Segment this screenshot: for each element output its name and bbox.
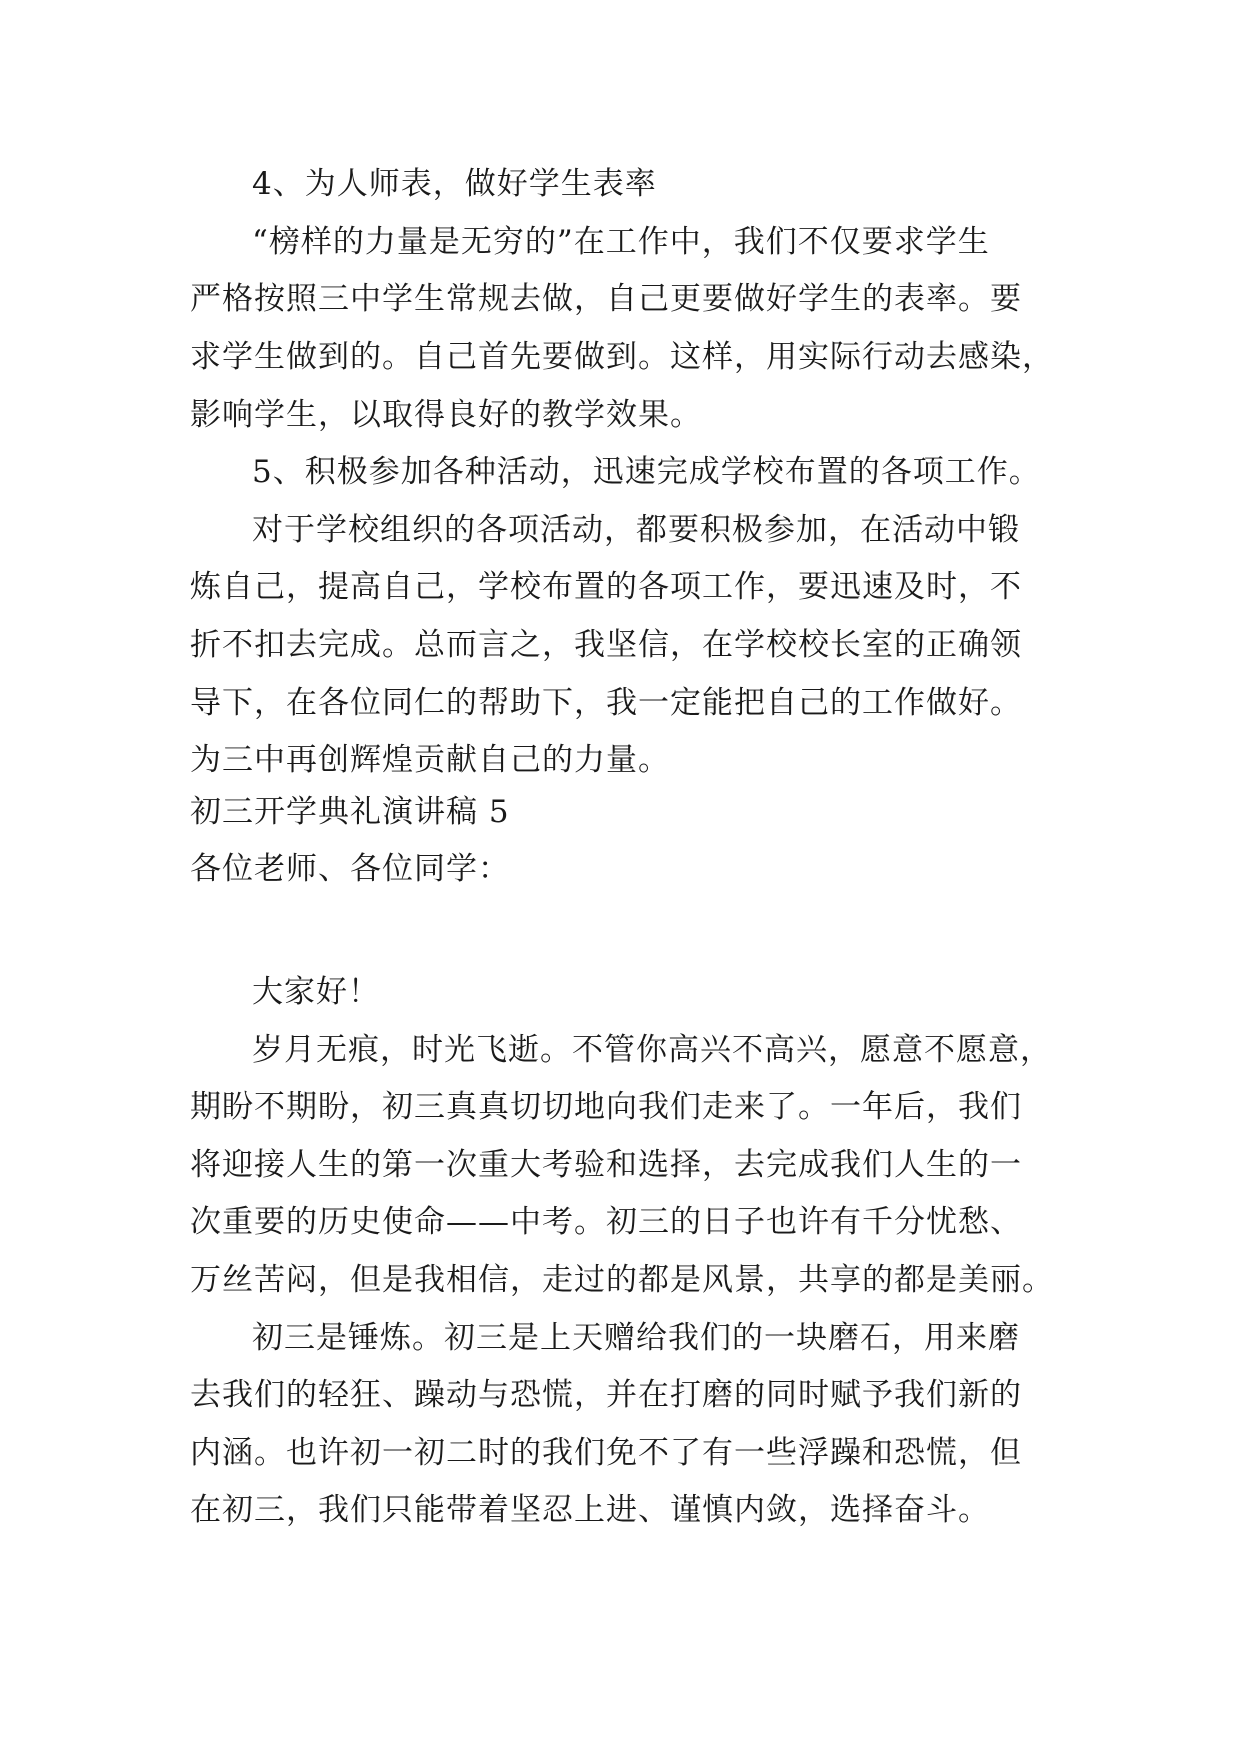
salutation: 各位老师、各位同学： xyxy=(190,851,510,887)
paragraph-line: 求学生做到的。自己首先要做到。这样，用实际行动去感染， xyxy=(190,339,1054,375)
paragraph-line: “榜样的力量是无穷的”在工作中，我们不仅要求学生 xyxy=(252,224,990,260)
paragraph-line: 期盼不期盼，初三真真切切地向我们走来了。一年后，我们 xyxy=(190,1089,1022,1125)
paragraph-line: 在初三，我们只能带着坚忍上进、谨慎内敛，选择奋斗。 xyxy=(190,1492,990,1528)
paragraph-line: 初三是锤炼。初三是上天赠给我们的一块磨石，用来磨 xyxy=(252,1320,1020,1356)
paragraph-line: 导下，在各位同仁的帮助下，我一定能把自己的工作做好。 xyxy=(190,685,1022,721)
paragraph-line: 折不扣去完成。总而言之，我坚信，在学校校长室的正确领 xyxy=(190,627,1022,663)
paragraph-line: 将迎接人生的第一次重大考验和选择，去完成我们人生的一 xyxy=(190,1147,1022,1183)
paragraph-line: 严格按照三中学生常规去做，自己更要做好学生的表率。要 xyxy=(190,281,1022,317)
paragraph-line: 为三中再创辉煌贡献自己的力量。 xyxy=(190,742,670,778)
paragraph-line: 5、积极参加各种活动，迅速完成学校布置的各项工作。 xyxy=(252,454,1041,490)
paragraph-line: 影响学生，以取得良好的教学效果。 xyxy=(190,397,702,433)
paragraph-line: 炼自己，提高自己，学校布置的各项工作，要迅速及时，不 xyxy=(190,569,1022,605)
paragraph-line: 次重要的历史使命——中考。初三的日子也许有千分忧愁、 xyxy=(190,1204,1022,1240)
paragraph-line: 万丝苦闷，但是我相信，走过的都是风景，共享的都是美丽。 xyxy=(190,1262,1054,1298)
paragraph-line: 去我们的轻狂、躁动与恐慌，并在打磨的同时赋予我们新的 xyxy=(190,1377,1022,1413)
paragraph-line: 内涵。也许初一初二时的我们免不了有一些浮躁和恐慌，但 xyxy=(190,1435,1022,1471)
greeting: 大家好！ xyxy=(252,974,380,1010)
section-title: 初三开学典礼演讲稿 5 xyxy=(190,794,510,830)
paragraph-line: 4、为人师表，做好学生表率 xyxy=(252,166,657,202)
paragraph-line: 对于学校组织的各项活动，都要积极参加，在活动中锻 xyxy=(252,512,1020,548)
paragraph-line: 岁月无痕，时光飞逝。不管你高兴不高兴，愿意不愿意， xyxy=(252,1032,1052,1068)
